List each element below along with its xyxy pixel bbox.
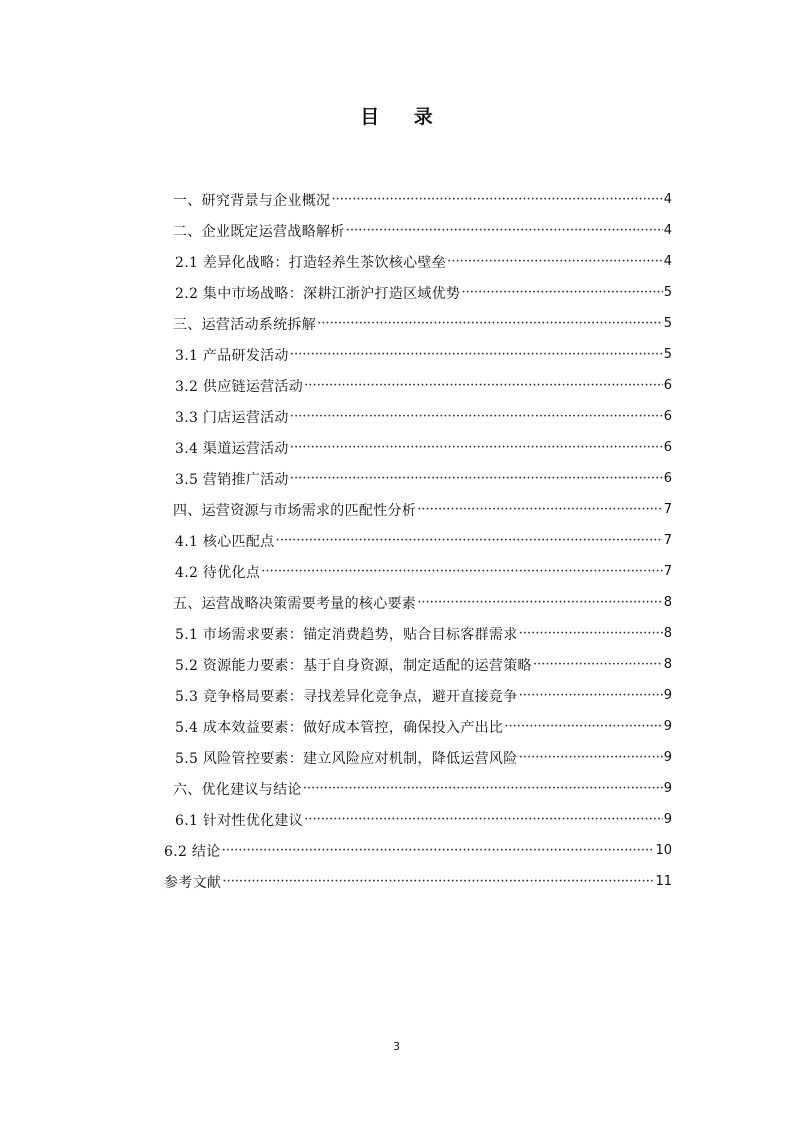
toc-entry-label: 3.5 营销推广活动 (175, 471, 289, 488)
toc-entry[interactable] (175, 370, 672, 401)
toc-entry-label: 5.5 风险管控要素：建立风险应对机制，降低运营风险 (175, 750, 518, 767)
toc-leader-dots (417, 587, 663, 618)
toc-entry[interactable] (173, 773, 672, 804)
toc-entry[interactable] (175, 277, 672, 308)
toc-leader-dots (331, 184, 662, 215)
toc-entry-page: 8 (663, 595, 672, 610)
toc-entry-page: 6 (663, 440, 672, 455)
toc-entry-label: 4.2 待优化点 (175, 564, 261, 581)
toc-leader-dots (261, 556, 663, 587)
toc-entry-page: 4 (663, 254, 672, 269)
toc-entry[interactable] (164, 866, 672, 897)
toc-entry-page: 7 (663, 533, 672, 548)
toc-entry[interactable] (175, 463, 672, 494)
toc-entry-page: 9 (663, 781, 672, 796)
toc-entry[interactable] (175, 401, 672, 432)
toc-leader-dots (290, 339, 663, 370)
toc-entry[interactable] (175, 804, 672, 835)
toc-entry-page: 9 (663, 688, 672, 703)
toc-entry-page: 6 (663, 378, 672, 393)
toc-leader-dots (533, 649, 663, 680)
toc-leader-dots (290, 401, 663, 432)
toc-entry-page: 4 (663, 223, 672, 238)
toc-entry-label: 4.1 核心匹配点 (175, 533, 275, 550)
toc-entry[interactable] (175, 680, 672, 711)
toc-entry-page: 9 (663, 719, 672, 734)
page-title: 目 录 (360, 106, 447, 128)
toc-entry[interactable] (175, 742, 672, 773)
toc-entry-page: 7 (663, 502, 672, 517)
toc-leader-dots (417, 494, 663, 525)
toc-entry[interactable] (175, 339, 672, 370)
toc-leader-dots (519, 742, 663, 773)
toc-entry[interactable] (173, 308, 672, 339)
toc-entry[interactable] (175, 711, 672, 742)
toc-entry-label: 3.2 供应链运营活动 (175, 378, 304, 395)
toc-entry-label: 3.1 产品研发活动 (175, 347, 289, 364)
toc-entry-label: 5.3 竞争格局要素：寻找差异化竞争点，避开直接竞争 (175, 688, 518, 705)
toc-entry[interactable] (173, 215, 672, 246)
toc-entry-label: 一、研究背景与企业概况 (173, 192, 331, 209)
toc-entry[interactable] (164, 835, 672, 866)
toc-entry-label: 6.1 针对性优化建议 (175, 812, 304, 829)
toc-entry-page: 6 (663, 471, 672, 486)
toc-leader-dots (222, 835, 655, 866)
toc-entry-label: 3.4 渠道运营活动 (175, 440, 289, 457)
toc-leader-dots (222, 866, 654, 897)
toc-entry-page: 10 (655, 843, 672, 858)
toc-entry[interactable] (173, 184, 672, 215)
toc-entry[interactable] (175, 649, 672, 680)
toc-entry-label: 2.1 差异化战略：打造轻养生茶饮核心壁垒 (175, 254, 447, 271)
toc-entry[interactable] (175, 525, 672, 556)
toc-entry-page: 5 (663, 285, 672, 300)
toc-leader-dots (290, 432, 663, 463)
toc-leader-dots (317, 308, 663, 339)
toc-entry-label: 四、运营资源与市场需求的匹配性分析 (173, 502, 417, 519)
toc-entry-label: 5.2 资源能力要素：基于自身资源，制定适配的运营策略 (175, 657, 532, 674)
toc-entry-label: 5.1 市场需求要素：锚定消费趋势，贴合目标客群需求 (175, 626, 518, 643)
toc-entry-page: 8 (663, 657, 672, 672)
toc-entry-page: 5 (663, 347, 672, 362)
toc-entry-page: 11 (655, 874, 672, 889)
toc-entry-page: 6 (663, 409, 672, 424)
toc-leader-dots (447, 246, 663, 277)
toc-leader-dots (290, 463, 663, 494)
toc-entry-page: 5 (663, 316, 672, 331)
toc-entry-label: 2.2 集中市场战略：深耕江浙沪打造区域优势 (175, 285, 461, 302)
toc-leader-dots (304, 370, 663, 401)
toc-entry[interactable] (175, 246, 672, 277)
toc-entry[interactable] (173, 494, 672, 525)
toc-entry-label: 二、企业既定运营战略解析 (173, 223, 345, 240)
toc-entry[interactable] (175, 618, 672, 649)
toc-entry-page: 4 (663, 192, 672, 207)
toc-entry-label: 三、运营活动系统拆解 (173, 316, 316, 333)
toc-leader-dots (275, 525, 662, 556)
toc-entry-page: 7 (663, 564, 672, 579)
toc-entry-label: 6.2 结论 (164, 843, 221, 860)
page-number: 3 (393, 1040, 400, 1053)
toc-entry-label: 五、运营战略决策需要考量的核心要素 (173, 595, 417, 612)
toc-entry-label: 3.3 门店运营活动 (175, 409, 289, 426)
toc-entry[interactable] (175, 556, 672, 587)
toc-entry-label: 5.4 成本效益要素：做好成本管控，确保投入产出比 (175, 719, 504, 736)
toc-leader-dots (303, 773, 663, 804)
toc-entry-page: 9 (663, 750, 672, 765)
toc-entry-page: 9 (663, 812, 672, 827)
toc-leader-dots (504, 711, 663, 742)
toc-entry-page: 8 (663, 626, 672, 641)
toc-entry[interactable] (173, 587, 672, 618)
toc-entry[interactable] (175, 432, 672, 463)
toc-leader-dots (346, 215, 663, 246)
toc-leader-dots (461, 277, 662, 308)
toc-leader-dots (304, 804, 663, 835)
toc-entry-label: 参考文献 (164, 874, 222, 891)
toc-leader-dots (519, 618, 663, 649)
toc-leader-dots (519, 680, 663, 711)
toc-entry-label: 六、优化建议与结论 (173, 781, 302, 798)
